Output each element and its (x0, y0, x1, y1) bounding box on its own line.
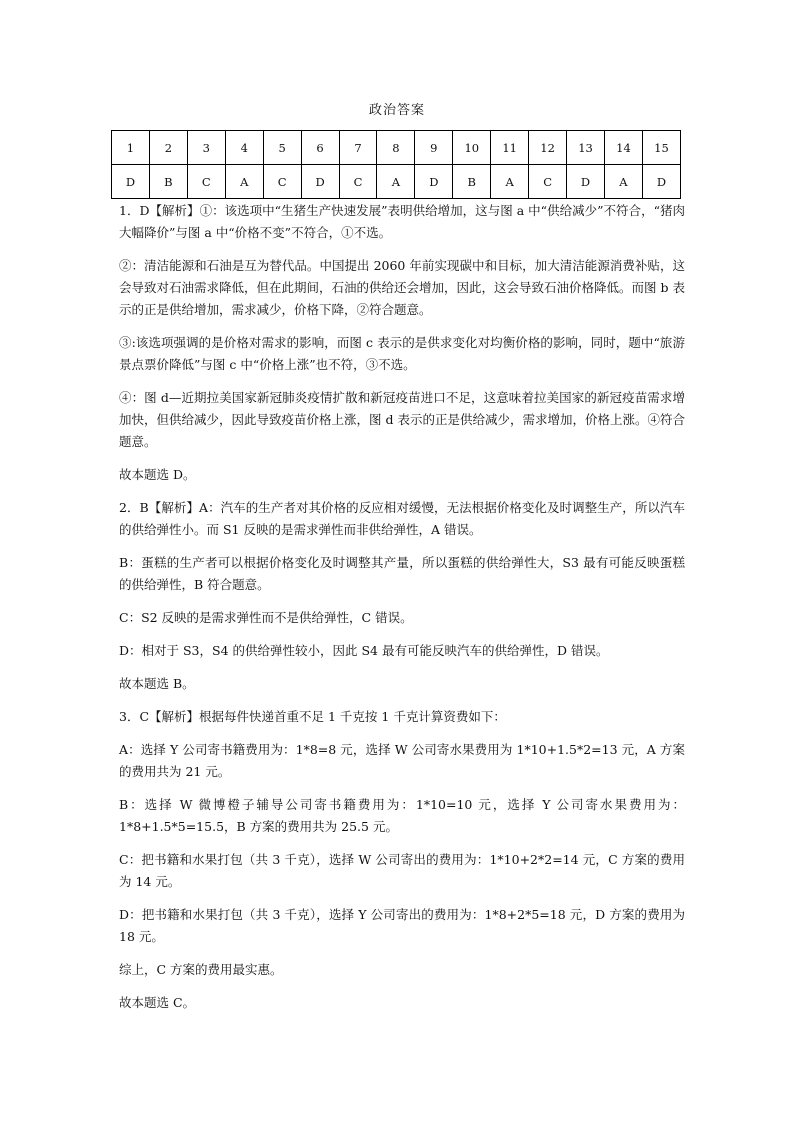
q3-summary: 综上，C 方案的费用最实惠。 (119, 962, 283, 977)
answer-cell: A (491, 165, 529, 199)
answer-cell: B (149, 165, 187, 199)
q2-option-b-paragraph: B：蛋糕的生产者可以根据价格变化及时调整其产量，所以蛋糕的供给弹性大，S3 最有可能反映蛋糕的供给弹性，B 符合题意。 (119, 555, 685, 592)
question-number-cell: 3 (187, 131, 225, 165)
question-number-cell: 15 (642, 131, 680, 165)
page-title: 政治答案 (368, 103, 425, 118)
answer-cell: D (642, 165, 680, 199)
q3-analysis-paragraph: 3．C【解析】根据每件快递首重不足 1 千克按 1 千克计算资费如下： (119, 709, 506, 724)
q2-conclusion: 故本题选 B。 (119, 676, 195, 691)
answer-cell: C (529, 165, 567, 199)
question-number-cell: 4 (225, 131, 263, 165)
q3-conclusion: 故本题选 C。 (119, 995, 196, 1010)
answer-cell: C (187, 165, 225, 199)
answer-cell: C (263, 165, 301, 199)
answer-cell: B (453, 165, 491, 199)
q2-analysis-paragraph: 2．B【解析】A：汽车的生产者对其价格的反应相对缓慢，无法根据价格变化及时调整生产，所以汽车的供给弹性小。而 S1 反映的是需求弹性而非供给弹性，A 错误。 (119, 500, 685, 537)
answer-cell: D (415, 165, 453, 199)
answer-cell: D (301, 165, 339, 199)
question-number-cell: 13 (567, 131, 605, 165)
answer-cell: A (604, 165, 642, 199)
answer-cell: D (112, 165, 150, 199)
q1-option-2-paragraph: ②：清洁能源和石油是互为替代品。中国提出 2060 年前实现碳中和目标，加大清洁能源消费补贴，这会导致对石油需求降低，但在此期间，石油的供给还会增加，因此，这会导致石油价格降低。而图 b 表示的正是供给增加，需求减少，价格下降，②符合题意。 (119, 258, 685, 317)
answer-cell: A (377, 165, 415, 199)
question-number-cell: 10 (453, 131, 491, 165)
explanation-body (119, 200, 685, 1025)
q3-option-d-paragraph: D：把书籍和水果打包（共 3 千克），选择 Y 公司寄出的费用为：1*8+2*5=18 元，D 方案的费用为 18 元。 (119, 907, 685, 944)
answer-cell: D (567, 165, 605, 199)
q1-analysis-paragraph: 1．D【解析】①：该选项中“生猪生产快速发展”表明供给增加，这与图 a 中“供给减少”不符合，“猪肉大幅降价”与图 a 中“价格不变”不符合，①不选。 (119, 203, 685, 240)
q3-option-b-paragraph: B：选择 W 微博橙子辅导公司寄书籍费用为：1*10=10 元，选择 Y 公司寄水果费用为：1*8+1.5*5=15.5，B 方案的费用共为 25.5 元。 (119, 797, 685, 834)
answer-cell: A (225, 165, 263, 199)
q1-option-4-paragraph: ④：图 d—近期拉美国家新冠肺炎疫情扩散和新冠疫苗进口不足，这意味着拉美国家的新冠疫苗需求增加快，但供给减少，因此导致疫苗价格上涨，图 d 表示的正是供给减少，需求增加，价格上涨。④符合题意。 (119, 390, 685, 449)
question-number-cell: 12 (529, 131, 567, 165)
answer-table-answer-row (112, 165, 681, 199)
question-number-cell: 11 (491, 131, 529, 165)
q3-option-a-paragraph: A：选择 Y 公司寄书籍费用为：1*8=8 元，选择 W 公司寄水果费用为 1*10+1.5*2=13 元，A 方案的费用共为 21 元。 (119, 742, 685, 779)
q1-conclusion: 故本题选 D。 (119, 467, 196, 482)
q2-option-c-paragraph: C：S2 反映的是需求弹性而不是供给弹性，C 错误。 (119, 610, 413, 625)
question-number-cell: 9 (415, 131, 453, 165)
question-number-cell: 1 (112, 131, 150, 165)
answer-table-number-row (112, 131, 681, 165)
question-number-cell: 2 (149, 131, 187, 165)
q1-option-3-paragraph: ③:该选项强调的是价格对需求的影响，而图 c 表示的是供求变化对均衡价格的影响，同时，题中“旅游景点票价降低”与图 c 中“价格上涨”也不符，③不选。 (119, 335, 685, 372)
answer-table (111, 130, 681, 199)
question-number-cell: 6 (301, 131, 339, 165)
q3-option-c-paragraph: C：把书籍和水果打包（共 3 千克），选择 W 公司寄出的费用为：1*10+2*2=14 元，C 方案的费用为 14 元。 (119, 852, 685, 889)
question-number-cell: 7 (339, 131, 377, 165)
question-number-cell: 5 (263, 131, 301, 165)
answer-cell: C (339, 165, 377, 199)
q2-option-d-paragraph: D：相对于 S3，S4 的供给弹性较小，因此 S4 最有可能反映汽车的供给弹性，D 错误。 (119, 643, 609, 658)
question-number-cell: 8 (377, 131, 415, 165)
question-number-cell: 14 (604, 131, 642, 165)
